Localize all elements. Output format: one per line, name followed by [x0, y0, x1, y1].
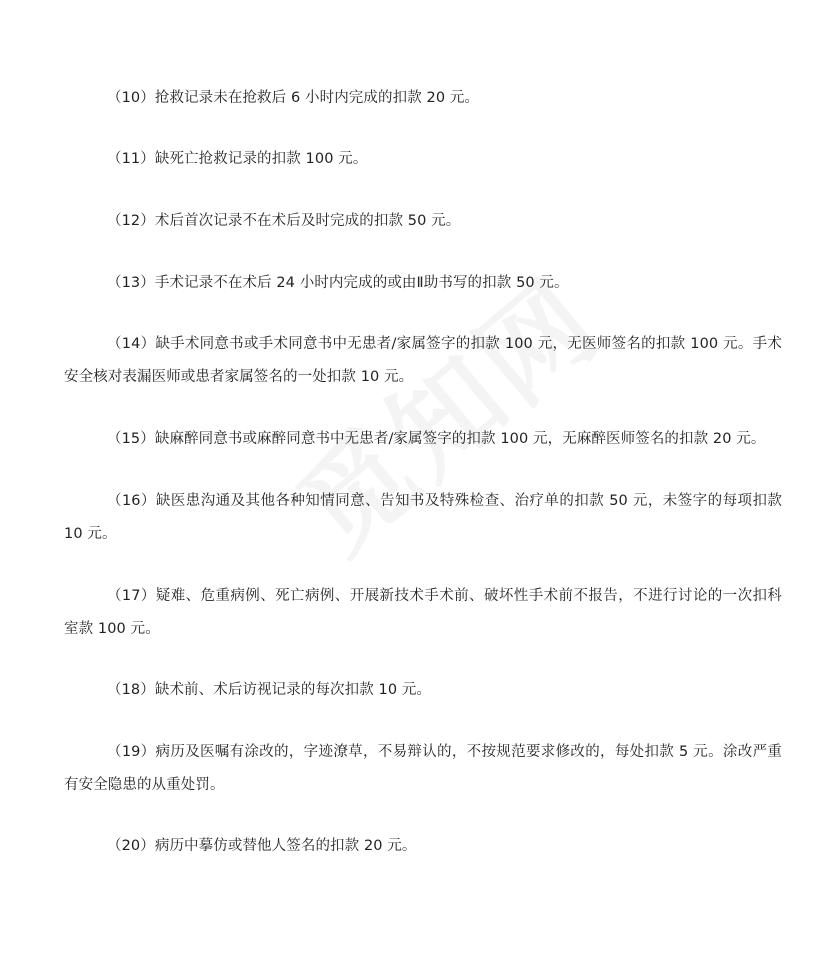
clause-19: （19）病历及医嘱有涂改的，字迹潦草，不易辩认的，不按规范要求修改的，每处扣款 5 元。涂改严重有安全隐患的从重处罚。: [64, 744, 782, 793]
clause-17: （17）疑难、危重病例、死亡病例、开展新技术手术前、破坏性手术前不报告，不进行讨论的一次扣科室款 100 元。: [64, 588, 782, 637]
clause-12: （12）术后首次记录不在术后及时完成的扣款 50 元。: [107, 213, 461, 229]
clause-13: （13）手术记录不在术后 24 小时内完成的或由Ⅱ助书写的扣款 50 元。: [107, 275, 569, 291]
clause-11: （11）缺死亡抢救记录的扣款 100 元。: [107, 151, 368, 167]
clause-20: （20）病历中摹仿或替他人签名的扣款 20 元。: [107, 838, 417, 854]
clause-16: （16）缺医患沟通及其他各种知情同意、告知书及特殊检查、治疗单的扣款 50 元，未签字的每项扣款 10 元。: [64, 493, 782, 542]
clause-18: （18）缺术前、术后访视记录的每次扣款 10 元。: [107, 682, 432, 698]
clause-14: （14）缺手术同意书或手术同意书中无患者/家属签字的扣款 100 元，无医师签名的扣款 100 元。手术安全核对表漏医师或患者家属签名的一处扣款 10 元。: [64, 336, 782, 385]
clause-10: （10）抢救记录未在抢救后 6 小时内完成的扣款 20 元。: [107, 90, 480, 106]
clause-15: （15）缺麻醉同意书或麻醉同意书中无患者/家属签字的扣款 100 元，无麻醉医师签名的扣款 20 元。: [107, 431, 766, 447]
